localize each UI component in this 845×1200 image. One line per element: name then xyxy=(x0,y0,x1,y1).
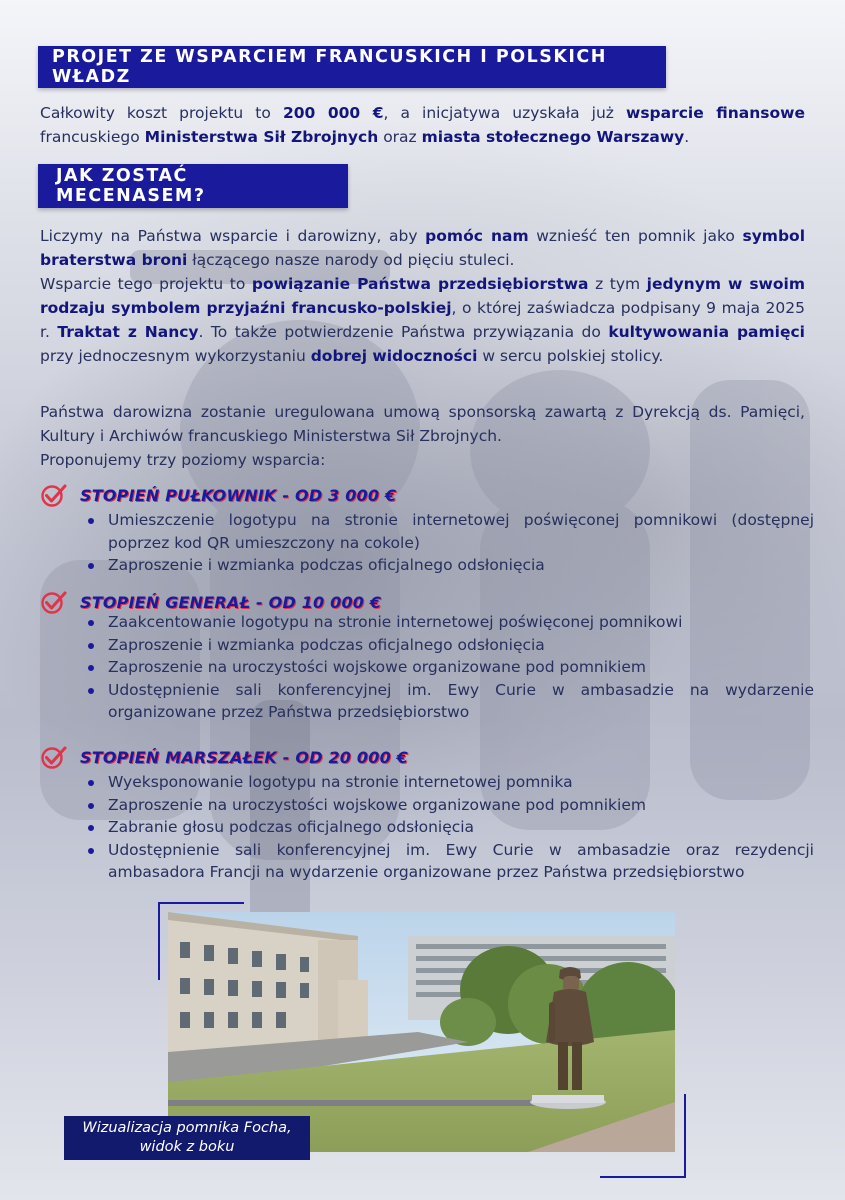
level-colonel-list xyxy=(86,509,814,577)
level-marshal-label: STOPIEŃ MARSZAŁEK - OD 20 000 € xyxy=(80,747,409,767)
bold-text-run: kultywowania pamięci xyxy=(608,323,805,341)
text-run: Całkowity koszt projektu to xyxy=(40,104,283,122)
text-run: wznieść ten pomnik jako xyxy=(528,227,743,245)
list-item: Zaproszenie i wzmianka podczas oficjalnego odsłonięcia xyxy=(86,634,814,657)
level-general-list xyxy=(86,611,814,724)
bold-text-run: Traktat z Nancy xyxy=(57,323,199,341)
text-run: w sercu polskiej stolicy. xyxy=(477,347,664,365)
check-circle-icon xyxy=(40,589,68,615)
photo-caption xyxy=(64,1116,310,1160)
bold-text-run: Ministerstwa Sił Zbrojnych xyxy=(144,128,379,146)
section-heading-patron xyxy=(38,164,348,208)
section-heading-patron-text: JAK ZOSTAĆ MECENASEM? xyxy=(56,166,206,206)
text-run: Liczymy na Państwa wsparcie i darowizny, aby xyxy=(40,227,426,245)
level-marshal-list xyxy=(86,771,814,884)
support-paragraph-1 xyxy=(40,224,805,272)
donation-agreement-paragraph xyxy=(40,400,805,448)
list-item: Umieszczenie logotypu na stronie internetowej poświęconej pomnikowi (dostępnej poprzez kod QR umieszczony na cokole) xyxy=(86,509,814,554)
bold-text-run: dobrej widoczności xyxy=(310,347,478,365)
level-colonel-label: STOPIEŃ PUŁKOWNIK - OD 3 000 € xyxy=(80,485,397,505)
section-heading-support-text: PROJET ZE WSPARCIEM FRANCUSKICH I POLSKICH WŁADZ xyxy=(52,47,607,87)
text-run: . xyxy=(684,128,690,146)
photo-frame-bottom xyxy=(600,1176,686,1178)
level-colonel-title xyxy=(40,482,396,508)
photo-frame-right xyxy=(684,1094,686,1178)
text-run: Państwa darowizna zostanie uregulowana umową sponsorską zawartą z Dyrekcją ds. Pamięci, Kultury i Archiwów francuskiego Ministerstwa Sił Zbrojnych. xyxy=(40,403,805,445)
text-run: oraz xyxy=(378,128,422,146)
list-item: Zaakcentowanie logotypu na stronie internetowej poświęconej pomnikowi xyxy=(86,611,814,634)
list-item: Wyeksponowanie logotypu na stronie internetowej pomnika xyxy=(86,771,814,794)
text-run: Wsparcie tego projektu to xyxy=(40,275,252,293)
bold-text-run: pomóc nam xyxy=(425,227,529,245)
list-item: Udostępnienie sali konferencyjnej im. Ewy Curie w ambasadzie oraz rezydencji ambasadora Francji na wydarzenie organizowane przez Państwa przedsiębiorstwo xyxy=(86,839,814,884)
list-item: Zaproszenie i wzmianka podczas oficjalnego odsłonięcia xyxy=(86,554,814,577)
photo-frame-top xyxy=(158,902,244,904)
list-item: Zaproszenie na uroczystości wojskowe organizowane pod pomnikiem xyxy=(86,794,814,817)
check-circle-icon xyxy=(40,744,68,770)
section-heading-support xyxy=(38,46,666,88)
check-circle-icon xyxy=(40,482,68,508)
list-item: Zaproszenie na uroczystości wojskowe organizowane pod pomnikiem xyxy=(86,656,814,679)
support-paragraph-2 xyxy=(40,272,805,368)
project-cost-paragraph xyxy=(40,101,805,149)
bold-text-run: powiązanie Państwa przedsiębiorstwa xyxy=(251,275,589,293)
list-item: Zabranie głosu podczas oficjalnego odsłonięcia xyxy=(86,816,814,839)
photo-frame-left xyxy=(158,902,160,980)
bold-text-run: jedynym w swoim rodzaju symbolem przyjaźni francusko-polskiej xyxy=(40,275,805,317)
level-general-label: STOPIEŃ GENERAŁ - OD 10 000 € xyxy=(80,592,382,612)
text-run: francuskiego xyxy=(40,128,145,146)
text-run: , o której zaświadcza podpisany 9 maja 2025 r. xyxy=(40,299,805,341)
level-marshal-title xyxy=(40,744,408,770)
text-run: przy jednoczesnym wykorzystaniu xyxy=(40,347,311,365)
bold-text-run: miasta stołecznego Warszawy xyxy=(421,128,685,146)
bold-text-run: 200 000 € xyxy=(282,104,384,122)
text-run: z tym xyxy=(588,275,647,293)
bold-text-run: symbol braterstwa broni xyxy=(40,227,806,269)
text-run: łączącego nasze narody od pięciu stuleci. xyxy=(187,251,515,269)
support-levels-intro: Proponujemy trzy poziomy wsparcia: xyxy=(40,451,326,469)
bold-text-run: wsparcie finansowe xyxy=(626,104,806,122)
photo-caption-line-2: widok z boku xyxy=(139,1139,235,1155)
text-run: . To także potwierdzenie Państwa przywiązania do xyxy=(198,323,609,341)
list-item: Udostępnienie sali konferencyjnej im. Ewy Curie w ambasadzie na wydarzenie organizowane przez Państwa przedsiębiorstwo xyxy=(86,679,814,724)
text-run: , a inicjatywa uzyskała już xyxy=(383,104,626,122)
photo-caption-line-1: Wizualizacja pomnika Focha, xyxy=(82,1120,292,1136)
